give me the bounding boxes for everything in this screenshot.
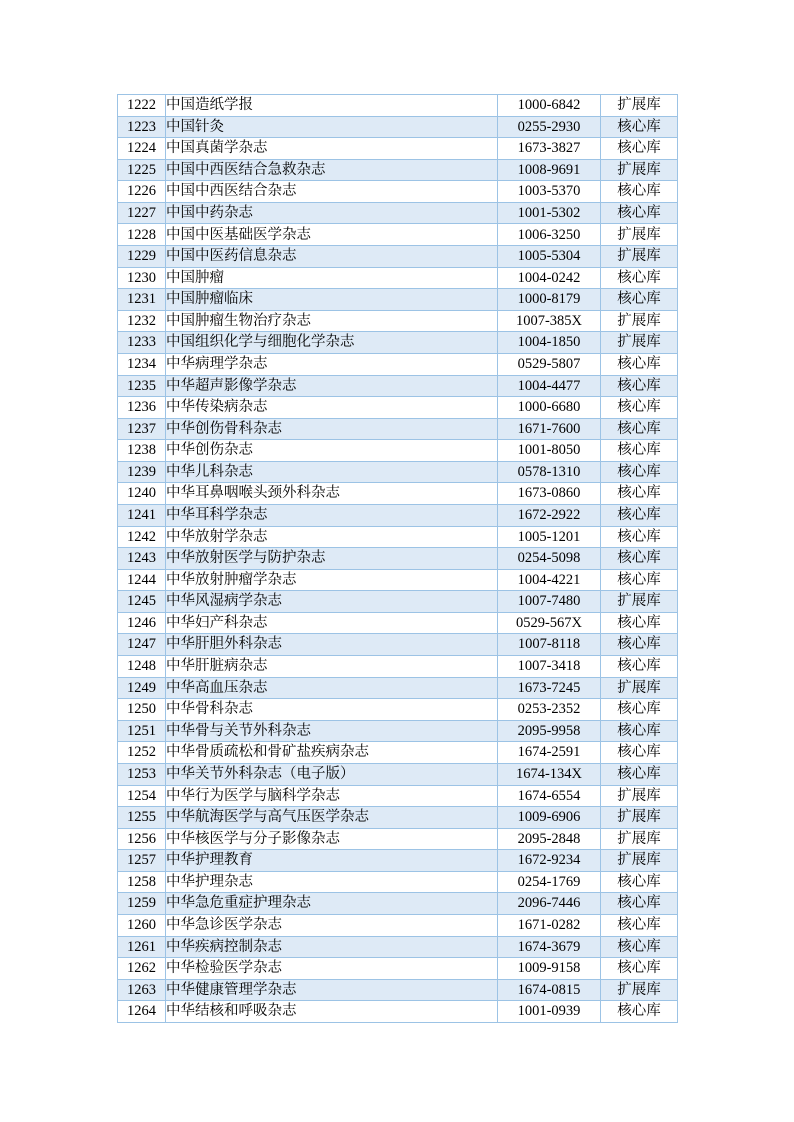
journal-name-cell: 中华高血压杂志 bbox=[166, 677, 498, 699]
journal-name-cell: 中华骨与关节外科杂志 bbox=[166, 720, 498, 742]
table-row bbox=[118, 958, 678, 980]
row-number-cell: 1240 bbox=[118, 483, 166, 505]
issn-cell: 1000-6680 bbox=[498, 397, 601, 419]
journal-name-cell: 中华核医学与分子影像杂志 bbox=[166, 828, 498, 850]
table-row bbox=[118, 224, 678, 246]
category-cell: 扩展库 bbox=[601, 591, 678, 613]
journal-name-cell: 中华行为医学与脑科学杂志 bbox=[166, 785, 498, 807]
row-number-cell: 1262 bbox=[118, 958, 166, 980]
table-row bbox=[118, 202, 678, 224]
journal-name-cell: 中华放射学杂志 bbox=[166, 526, 498, 548]
row-number-cell: 1256 bbox=[118, 828, 166, 850]
journal-name-cell: 中华病理学杂志 bbox=[166, 353, 498, 375]
table-row bbox=[118, 612, 678, 634]
journal-name-cell: 中华护理教育 bbox=[166, 850, 498, 872]
table-row bbox=[118, 893, 678, 915]
issn-cell: 1000-6842 bbox=[498, 95, 601, 117]
category-cell: 核心库 bbox=[601, 504, 678, 526]
table-row bbox=[118, 418, 678, 440]
journal-name-cell: 中华妇产科杂志 bbox=[166, 612, 498, 634]
row-number-cell: 1249 bbox=[118, 677, 166, 699]
category-cell: 核心库 bbox=[601, 742, 678, 764]
row-number-cell: 1260 bbox=[118, 914, 166, 936]
table-row bbox=[118, 440, 678, 462]
table-row bbox=[118, 850, 678, 872]
category-cell: 核心库 bbox=[601, 936, 678, 958]
row-number-cell: 1261 bbox=[118, 936, 166, 958]
row-number-cell: 1229 bbox=[118, 246, 166, 268]
category-cell: 核心库 bbox=[601, 138, 678, 160]
category-cell: 核心库 bbox=[601, 181, 678, 203]
table-row bbox=[118, 246, 678, 268]
journal-name-cell: 中国中医基础医学杂志 bbox=[166, 224, 498, 246]
journal-name-cell: 中华健康管理学杂志 bbox=[166, 979, 498, 1001]
issn-cell: 1001-5302 bbox=[498, 202, 601, 224]
row-number-cell: 1223 bbox=[118, 116, 166, 138]
table-row bbox=[118, 461, 678, 483]
row-number-cell: 1237 bbox=[118, 418, 166, 440]
category-cell: 核心库 bbox=[601, 483, 678, 505]
issn-cell: 1674-6554 bbox=[498, 785, 601, 807]
row-number-cell: 1228 bbox=[118, 224, 166, 246]
journal-name-cell: 中华儿科杂志 bbox=[166, 461, 498, 483]
journal-list-table bbox=[117, 94, 678, 1023]
table-row bbox=[118, 656, 678, 678]
table-row bbox=[118, 289, 678, 311]
issn-cell: 1004-1850 bbox=[498, 332, 601, 354]
category-cell: 核心库 bbox=[601, 871, 678, 893]
category-cell: 核心库 bbox=[601, 397, 678, 419]
table-row bbox=[118, 569, 678, 591]
category-cell: 扩展库 bbox=[601, 677, 678, 699]
row-number-cell: 1227 bbox=[118, 202, 166, 224]
row-number-cell: 1264 bbox=[118, 1001, 166, 1023]
category-cell: 核心库 bbox=[601, 958, 678, 980]
row-number-cell: 1235 bbox=[118, 375, 166, 397]
row-number-cell: 1259 bbox=[118, 893, 166, 915]
row-number-cell: 1234 bbox=[118, 353, 166, 375]
issn-cell: 0529-5807 bbox=[498, 353, 601, 375]
table-row bbox=[118, 591, 678, 613]
row-number-cell: 1247 bbox=[118, 634, 166, 656]
issn-cell: 1004-4477 bbox=[498, 375, 601, 397]
table-row bbox=[118, 353, 678, 375]
category-cell: 扩展库 bbox=[601, 310, 678, 332]
journal-name-cell: 中华肝胆外科杂志 bbox=[166, 634, 498, 656]
issn-cell: 1671-7600 bbox=[498, 418, 601, 440]
row-number-cell: 1245 bbox=[118, 591, 166, 613]
category-cell: 扩展库 bbox=[601, 979, 678, 1001]
journal-name-cell: 中国中药杂志 bbox=[166, 202, 498, 224]
journal-name-cell: 中华骨质疏松和骨矿盐疾病杂志 bbox=[166, 742, 498, 764]
category-cell: 核心库 bbox=[601, 267, 678, 289]
category-cell: 扩展库 bbox=[601, 332, 678, 354]
row-number-cell: 1258 bbox=[118, 871, 166, 893]
issn-cell: 1009-9158 bbox=[498, 958, 601, 980]
row-number-cell: 1254 bbox=[118, 785, 166, 807]
issn-cell: 1672-9234 bbox=[498, 850, 601, 872]
row-number-cell: 1244 bbox=[118, 569, 166, 591]
table-row bbox=[118, 785, 678, 807]
category-cell: 核心库 bbox=[601, 461, 678, 483]
journal-name-cell: 中华急诊医学杂志 bbox=[166, 914, 498, 936]
journal-name-cell: 中华疾病控制杂志 bbox=[166, 936, 498, 958]
category-cell: 扩展库 bbox=[601, 785, 678, 807]
journal-name-cell: 中华结核和呼吸杂志 bbox=[166, 1001, 498, 1023]
journal-name-cell: 中华关节外科杂志（电子版） bbox=[166, 763, 498, 785]
row-number-cell: 1224 bbox=[118, 138, 166, 160]
row-number-cell: 1236 bbox=[118, 397, 166, 419]
table-row bbox=[118, 763, 678, 785]
issn-cell: 1007-7480 bbox=[498, 591, 601, 613]
category-cell: 核心库 bbox=[601, 612, 678, 634]
journal-name-cell: 中华检验医学杂志 bbox=[166, 958, 498, 980]
category-cell: 扩展库 bbox=[601, 224, 678, 246]
category-cell: 核心库 bbox=[601, 634, 678, 656]
row-number-cell: 1263 bbox=[118, 979, 166, 1001]
issn-cell: 1674-0815 bbox=[498, 979, 601, 1001]
issn-cell: 1674-3679 bbox=[498, 936, 601, 958]
table-row bbox=[118, 828, 678, 850]
row-number-cell: 1251 bbox=[118, 720, 166, 742]
row-number-cell: 1252 bbox=[118, 742, 166, 764]
table-row bbox=[118, 310, 678, 332]
row-number-cell: 1238 bbox=[118, 440, 166, 462]
issn-cell: 1003-5370 bbox=[498, 181, 601, 203]
issn-cell: 0254-1769 bbox=[498, 871, 601, 893]
row-number-cell: 1255 bbox=[118, 807, 166, 829]
table-row bbox=[118, 1001, 678, 1023]
category-cell: 核心库 bbox=[601, 353, 678, 375]
journal-name-cell: 中华放射肿瘤学杂志 bbox=[166, 569, 498, 591]
category-cell: 核心库 bbox=[601, 202, 678, 224]
issn-cell: 1000-8179 bbox=[498, 289, 601, 311]
row-number-cell: 1233 bbox=[118, 332, 166, 354]
category-cell: 核心库 bbox=[601, 656, 678, 678]
journal-name-cell: 中国造纸学报 bbox=[166, 95, 498, 117]
row-number-cell: 1242 bbox=[118, 526, 166, 548]
row-number-cell: 1248 bbox=[118, 656, 166, 678]
issn-cell: 1001-8050 bbox=[498, 440, 601, 462]
journal-name-cell: 中华放射医学与防护杂志 bbox=[166, 548, 498, 570]
row-number-cell: 1257 bbox=[118, 850, 166, 872]
category-cell: 核心库 bbox=[601, 375, 678, 397]
issn-cell: 1004-4221 bbox=[498, 569, 601, 591]
issn-cell: 0578-1310 bbox=[498, 461, 601, 483]
issn-cell: 1006-3250 bbox=[498, 224, 601, 246]
table-row bbox=[118, 548, 678, 570]
row-number-cell: 1222 bbox=[118, 95, 166, 117]
category-cell: 扩展库 bbox=[601, 246, 678, 268]
journal-name-cell: 中国中医药信息杂志 bbox=[166, 246, 498, 268]
category-cell: 扩展库 bbox=[601, 807, 678, 829]
table-row bbox=[118, 526, 678, 548]
table-row bbox=[118, 95, 678, 117]
table-row bbox=[118, 720, 678, 742]
journal-name-cell: 中国组织化学与细胞化学杂志 bbox=[166, 332, 498, 354]
journal-name-cell: 中国肿瘤临床 bbox=[166, 289, 498, 311]
issn-cell: 1672-2922 bbox=[498, 504, 601, 526]
row-number-cell: 1225 bbox=[118, 159, 166, 181]
table-row bbox=[118, 116, 678, 138]
table-row bbox=[118, 871, 678, 893]
table-row bbox=[118, 332, 678, 354]
issn-cell: 1009-6906 bbox=[498, 807, 601, 829]
category-cell: 扩展库 bbox=[601, 850, 678, 872]
journal-table-body bbox=[118, 95, 678, 1023]
category-cell: 核心库 bbox=[601, 893, 678, 915]
category-cell: 核心库 bbox=[601, 440, 678, 462]
journal-name-cell: 中华创伤骨科杂志 bbox=[166, 418, 498, 440]
issn-cell: 1674-2591 bbox=[498, 742, 601, 764]
row-number-cell: 1231 bbox=[118, 289, 166, 311]
table-row bbox=[118, 375, 678, 397]
category-cell: 核心库 bbox=[601, 720, 678, 742]
category-cell: 核心库 bbox=[601, 548, 678, 570]
row-number-cell: 1241 bbox=[118, 504, 166, 526]
journal-name-cell: 中华航海医学与高气压医学杂志 bbox=[166, 807, 498, 829]
journal-name-cell: 中国肿瘤 bbox=[166, 267, 498, 289]
row-number-cell: 1226 bbox=[118, 181, 166, 203]
issn-cell: 1005-5304 bbox=[498, 246, 601, 268]
category-cell: 核心库 bbox=[601, 763, 678, 785]
row-number-cell: 1243 bbox=[118, 548, 166, 570]
issn-cell: 2096-7446 bbox=[498, 893, 601, 915]
table-row bbox=[118, 677, 678, 699]
issn-cell: 1004-0242 bbox=[498, 267, 601, 289]
issn-cell: 2095-9958 bbox=[498, 720, 601, 742]
row-number-cell: 1230 bbox=[118, 267, 166, 289]
table-row bbox=[118, 483, 678, 505]
journal-name-cell: 中华风湿病学杂志 bbox=[166, 591, 498, 613]
category-cell: 扩展库 bbox=[601, 95, 678, 117]
journal-name-cell: 中华护理杂志 bbox=[166, 871, 498, 893]
issn-cell: 0253-2352 bbox=[498, 699, 601, 721]
category-cell: 核心库 bbox=[601, 116, 678, 138]
table-row bbox=[118, 699, 678, 721]
issn-cell: 1673-7245 bbox=[498, 677, 601, 699]
issn-cell: 1005-1201 bbox=[498, 526, 601, 548]
journal-name-cell: 中华传染病杂志 bbox=[166, 397, 498, 419]
row-number-cell: 1246 bbox=[118, 612, 166, 634]
category-cell: 扩展库 bbox=[601, 159, 678, 181]
issn-cell: 1671-0282 bbox=[498, 914, 601, 936]
issn-cell: 1001-0939 bbox=[498, 1001, 601, 1023]
table-row bbox=[118, 807, 678, 829]
issn-cell: 1007-385X bbox=[498, 310, 601, 332]
table-row bbox=[118, 914, 678, 936]
issn-cell: 1673-0860 bbox=[498, 483, 601, 505]
category-cell: 核心库 bbox=[601, 914, 678, 936]
issn-cell: 1673-3827 bbox=[498, 138, 601, 160]
issn-cell: 0529-567X bbox=[498, 612, 601, 634]
category-cell: 核心库 bbox=[601, 526, 678, 548]
journal-name-cell: 中国中西医结合杂志 bbox=[166, 181, 498, 203]
issn-cell: 0255-2930 bbox=[498, 116, 601, 138]
table-row bbox=[118, 742, 678, 764]
issn-cell: 1674-134X bbox=[498, 763, 601, 785]
journal-name-cell: 中华耳鼻咽喉头颈外科杂志 bbox=[166, 483, 498, 505]
journal-name-cell: 中国针灸 bbox=[166, 116, 498, 138]
issn-cell: 1007-8118 bbox=[498, 634, 601, 656]
journal-name-cell: 中华创伤杂志 bbox=[166, 440, 498, 462]
journal-name-cell: 中国肿瘤生物治疗杂志 bbox=[166, 310, 498, 332]
journal-name-cell: 中华急危重症护理杂志 bbox=[166, 893, 498, 915]
row-number-cell: 1253 bbox=[118, 763, 166, 785]
table-row bbox=[118, 504, 678, 526]
category-cell: 核心库 bbox=[601, 418, 678, 440]
table-row bbox=[118, 936, 678, 958]
category-cell: 扩展库 bbox=[601, 828, 678, 850]
journal-name-cell: 中国中西医结合急救杂志 bbox=[166, 159, 498, 181]
row-number-cell: 1239 bbox=[118, 461, 166, 483]
table-row bbox=[118, 159, 678, 181]
table-row bbox=[118, 267, 678, 289]
category-cell: 核心库 bbox=[601, 1001, 678, 1023]
row-number-cell: 1250 bbox=[118, 699, 166, 721]
issn-cell: 0254-5098 bbox=[498, 548, 601, 570]
journal-name-cell: 中国真菌学杂志 bbox=[166, 138, 498, 160]
issn-cell: 2095-2848 bbox=[498, 828, 601, 850]
journal-name-cell: 中华骨科杂志 bbox=[166, 699, 498, 721]
table-row bbox=[118, 138, 678, 160]
table-row bbox=[118, 979, 678, 1001]
journal-name-cell: 中华超声影像学杂志 bbox=[166, 375, 498, 397]
journal-name-cell: 中华肝脏病杂志 bbox=[166, 656, 498, 678]
journal-name-cell: 中华耳科学杂志 bbox=[166, 504, 498, 526]
category-cell: 核心库 bbox=[601, 699, 678, 721]
table-row bbox=[118, 634, 678, 656]
category-cell: 核心库 bbox=[601, 569, 678, 591]
issn-cell: 1008-9691 bbox=[498, 159, 601, 181]
issn-cell: 1007-3418 bbox=[498, 656, 601, 678]
category-cell: 核心库 bbox=[601, 289, 678, 311]
table-row bbox=[118, 181, 678, 203]
table-row bbox=[118, 397, 678, 419]
row-number-cell: 1232 bbox=[118, 310, 166, 332]
